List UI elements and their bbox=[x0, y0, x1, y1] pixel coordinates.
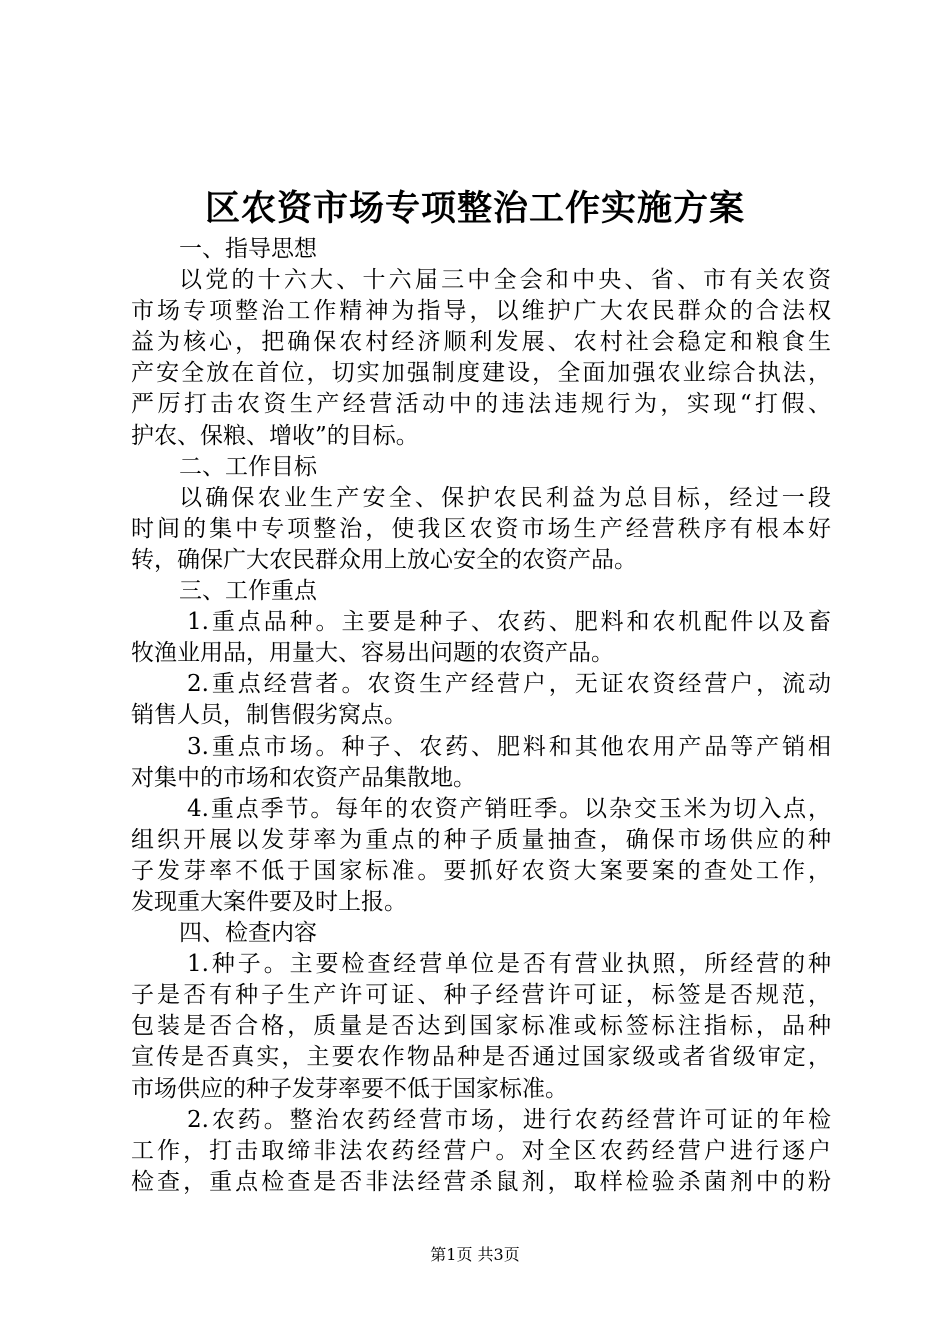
paragraph-line: 检查，重点检查是否非法经营杀鼠剂，取样检验杀菌剂中的粉 bbox=[131, 1168, 831, 1195]
paragraph-line: 以确保农业生产安全、保护农民利益为总目标，经过一段 bbox=[179, 484, 831, 511]
paragraph-line: 组织开展以发芽率为重点的种子质量抽查，确保市场供应的种 bbox=[131, 826, 831, 853]
paragraph-line: 工作，打击取缔非法农药经营户。对全区农药经营户进行逐户 bbox=[131, 1137, 831, 1164]
section-heading: 二、工作目标 bbox=[179, 453, 317, 480]
paragraph-line: 销售人员，制售假劣窝点。 bbox=[131, 702, 407, 729]
paragraph-line: 宣传是否真实，主要农作物品种是否通过国家级或者省级审定， bbox=[131, 1044, 831, 1071]
page-footer: 第1页 共3页 bbox=[430, 1245, 520, 1264]
paragraph-line: 3.重点市场。种子、农药、肥料和其他农用产品等产销相 bbox=[187, 733, 831, 760]
paragraph-line: 子发芽率不低于国家标准。要抓好农资大案要案的查处工作， bbox=[131, 857, 831, 884]
paragraph-line: 市场专项整治工作精神为指导，以维护广大农民群众的合法权 bbox=[131, 298, 831, 325]
paragraph-line: 4.重点季节。每年的农资产销旺季。以杂交玉米为切入点， bbox=[187, 795, 831, 822]
paragraph-line: 1.种子。主要检查经营单位是否有营业执照，所经营的种 bbox=[187, 951, 831, 978]
paragraph-line: 严厉打击农资生产经营活动中的违法违规行为，实现“打假、 bbox=[131, 391, 831, 418]
section-heading: 四、检查内容 bbox=[179, 920, 317, 947]
paragraph-line: 2.重点经营者。农资生产经营户，无证农资经营户，流动 bbox=[187, 671, 831, 698]
document-title: 区农资市场专项整治工作实施方案 bbox=[204, 188, 745, 229]
paragraph-line: 牧渔业用品，用量大、容易出问题的农资产品。 bbox=[131, 640, 614, 667]
paragraph-line: 对集中的市场和农资产品集散地。 bbox=[131, 764, 476, 791]
paragraph-line: 产安全放在首位，切实加强制度建设，全面加强农业综合执法， bbox=[131, 360, 831, 387]
paragraph-line: 时间的集中专项整治，使我区农资市场生产经营秩序有根本好 bbox=[131, 515, 831, 542]
paragraph-line: 益为核心，把确保农村经济顺利发展、农村社会稳定和粮食生 bbox=[131, 329, 831, 356]
paragraph-line: 转，确保广大农民群众用上放心安全的农资产品。 bbox=[131, 546, 637, 573]
paragraph-line: 1.重点品种。主要是种子、农药、肥料和农机配件以及畜 bbox=[187, 609, 831, 636]
paragraph-line: 护农、保粮、增收”的目标。 bbox=[131, 422, 419, 449]
section-heading: 一、指导思想 bbox=[179, 236, 317, 262]
document-body bbox=[131, 234, 831, 1198]
paragraph-line: 2.农药。整治农药经营市场，进行农药经营许可证的年检 bbox=[187, 1106, 831, 1133]
section-heading: 三、工作重点 bbox=[179, 578, 317, 605]
paragraph-line: 包装是否合格，质量是否达到国家标准或标签标注指标，品种 bbox=[131, 1013, 831, 1040]
paragraph-line: 以党的十六大、十六届三中全会和中央、省、市有关农资 bbox=[179, 267, 831, 294]
paragraph-line: 发现重大案件要及时上报。 bbox=[131, 888, 407, 915]
paragraph-line: 子是否有种子生产许可证、种子经营许可证，标签是否规范， bbox=[131, 982, 831, 1009]
paragraph-line: 市场供应的种子发芽率要不低于国家标准。 bbox=[131, 1075, 568, 1102]
